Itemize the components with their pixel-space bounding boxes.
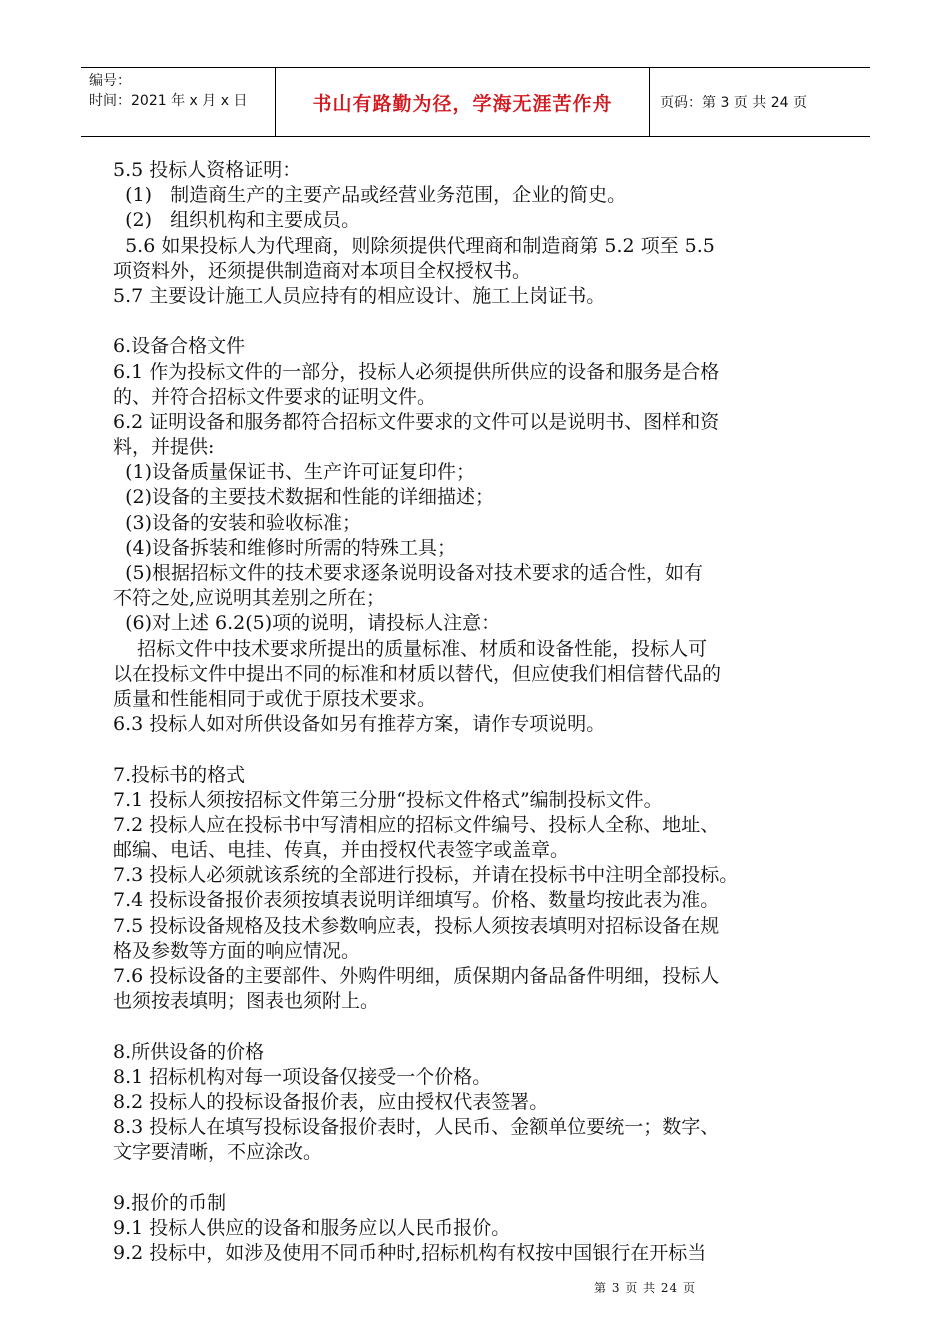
header-page-number: 页码：第 3 页 共 24 页 [660, 95, 807, 111]
body-line: 7.投标书的格式 [113, 763, 246, 786]
body-line: 8.2 投标人的投标设备报价表，应由授权代表签署。 [113, 1090, 549, 1113]
body-line: 9.2 投标中，如涉及使用不同币种时,招标机构有权按中国银行在开标当 [113, 1242, 707, 1265]
body-line: 7.4 投标设备报价表须按填表说明详细填写。价格、数量均按此表为准。 [113, 889, 720, 912]
body-line: 不符之处,应说明其差别之所在； [113, 587, 386, 610]
page-footer: 第 3 页 共 24 页 [594, 1281, 696, 1295]
body-line: (2)设备的主要技术数据和性能的详细描述； [113, 486, 494, 509]
page-header [81, 67, 870, 137]
body-line: 7.3 投标人必须就该系统的全部进行投标，并请在投标书中注明全部投标。 [113, 864, 739, 887]
blank-line [113, 1166, 835, 1191]
blank-line [113, 737, 835, 762]
blank-line [113, 1014, 835, 1039]
body-line: 5.7 主要设计施工人员应持有的相应设计、施工上岗证书。 [113, 284, 606, 307]
body-line: (3)设备的安装和验收标准； [113, 511, 361, 534]
body-line: 7.2 投标人应在投标书中写清相应的招标文件编号、投标人全称、地址、 [113, 813, 720, 836]
body-line: 7.6 投标设备的主要部件、外购件明细，质保期内备品备件明细，投标人 [113, 965, 720, 987]
body-line: 8.3 投标人在填写投标设备报价表时，人民币、金额单位要统一；数字、 [113, 1116, 720, 1139]
body-line: (2) 组织机构和主要成员。 [113, 209, 361, 232]
body-line: 项资料外，还须提供制造商对本项目全权授权书。 [113, 259, 532, 282]
header-page-cell [649, 68, 870, 136]
body-line: (1)设备质量保证书、生产许可证复印件； [113, 461, 475, 484]
body-line: 7.1 投标人须按招标文件第三分册“投标文件格式”编制投标文件。 [113, 788, 663, 811]
body-line: 6.1 作为投标文件的一部分，投标人必须提供所供应的设备和服务是合格 [113, 360, 720, 383]
body-line: 5.5 投标人资格证明： [113, 159, 302, 181]
body-line: 6.3 投标人如对所供设备如另有推荐方案，请作专项说明。 [113, 713, 606, 736]
body-line: 招标文件中技术要求所提出的质量标准、材质和设备性能，投标人可 [113, 637, 708, 660]
body-line: 也须按表填明；图表也须附上。 [113, 990, 380, 1013]
blank-line [113, 309, 835, 334]
body-line: (4)设备拆装和维修时所需的特殊工具； [113, 536, 456, 559]
body-line: 6.设备合格文件 [113, 335, 246, 358]
body-line: 文字要清晰，不应涂改。 [113, 1141, 323, 1164]
doc-time-label: 时间：2021 年 x 月 x 日 [89, 93, 248, 109]
body-line: 以在投标文件中提出不同的标准和材质以替代，但应使我们相信替代品的 [113, 662, 722, 685]
doc-code-label: 编号： [89, 73, 131, 89]
body-line: 9.报价的币制 [113, 1191, 227, 1214]
body-line: (5)根据招标文件的技术要求逐条说明设备对技术要求的适合性，如有 [113, 562, 703, 584]
body-line: 质量和性能相同于或优于原技术要求。 [113, 687, 437, 710]
body-line: (1) 制造商生产的主要产品或经营业务范围，企业的简史。 [113, 184, 627, 207]
body-line: 的、并符合招标文件要求的证明文件。 [113, 385, 437, 408]
header-motto-cell [275, 68, 649, 136]
body-line: 邮编、电话、电挂、传真，并由授权代表签字或盖章。 [113, 839, 570, 862]
body-line: 格及参数等方面的响应情况。 [113, 939, 361, 962]
body-line: 料，并提供: [113, 436, 215, 459]
body-line: 8.1 招标机构对每一项设备仅接受一个价格。 [113, 1065, 492, 1088]
body-line: 6.2 证明设备和服务都符合招标文件要求的文件可以是说明书、图样和资 [113, 410, 720, 433]
body-line: 9.1 投标人供应的设备和服务应以人民币报价。 [113, 1216, 511, 1239]
body-line: 5.6 如果投标人为代理商，则除须提供代理商和制造商第 5.2 项至 5.5 [113, 234, 715, 257]
body-line: (6)对上述 6.2(5)项的说明，请投标人注意： [113, 612, 501, 635]
header-meta-cell [81, 68, 275, 136]
body-line: 8.所供设备的价格 [113, 1040, 265, 1063]
body-line: 7.5 投标设备规格及技术参数响应表，投标人须按表填明对招标设备在规 [113, 914, 720, 937]
document-body [113, 158, 835, 1266]
header-motto: 书山有路勤为径，学海无涯苦作舟 [312, 92, 613, 115]
